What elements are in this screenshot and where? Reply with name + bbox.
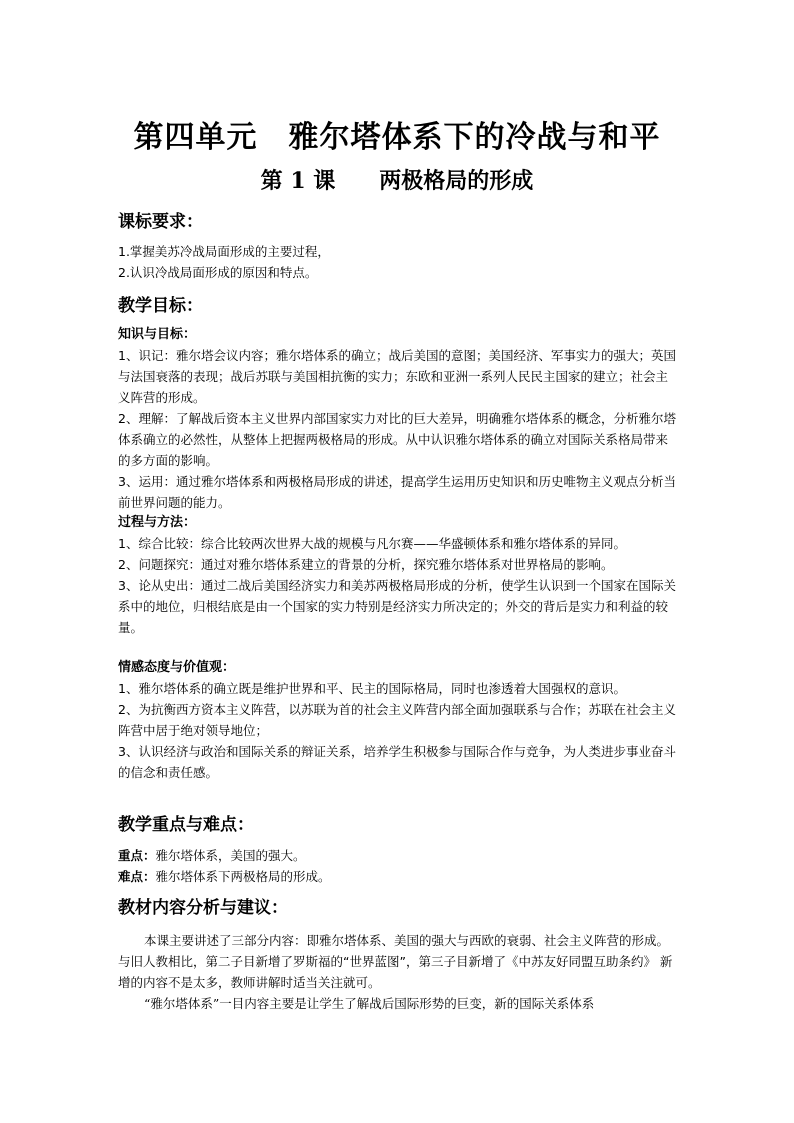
course-requirements-list bbox=[118, 241, 676, 283]
analysis-body-continued bbox=[118, 993, 676, 1014]
course-requirements-heading: 课标要求： bbox=[118, 212, 203, 232]
analysis-paragraph: “雅尔塔体系”一目内容主要是让学生了解战后国际形势的巨变，新的国际关系体系 bbox=[144, 996, 595, 1011]
requirement-item: 1.掌握美苏冷战局面形成的主要过程， bbox=[118, 244, 330, 259]
focus-text: 雅尔塔体系，美国的强大。 bbox=[155, 848, 306, 863]
process-method-item: 2、问题探究：通过对雅尔塔体系建立的背景的分析，探究雅尔塔体系对世界格局的影响。 bbox=[118, 557, 614, 572]
difficulty-text: 雅尔塔体系下两极格局的形成。 bbox=[155, 869, 331, 884]
attitude-value-item: 2、为抗衡西方资本主义阵营，以苏联为首的社会主义阵营内部全面加强联系与合作；苏联在社会主义阵营中居于绝对领导地位； bbox=[118, 702, 676, 738]
process-methods-heading: 过程与方法： bbox=[118, 515, 197, 530]
lesson-title: 第 1 课 两极格局的形成 bbox=[260, 168, 534, 194]
process-methods-list bbox=[118, 533, 676, 638]
attitude-value-item: 3、认识经济与政治和国际关系的辩证关系，培养学生积极参与国际合作与竞争，为人类进步事业奋斗的信念和责任感。 bbox=[118, 744, 676, 780]
key-points-list bbox=[118, 845, 676, 887]
knowledge-goals-heading: 知识与目标： bbox=[118, 327, 197, 342]
analysis-heading: 教材内容分析与建议： bbox=[118, 898, 288, 918]
attitude-values-list bbox=[118, 678, 676, 783]
difficulty-line bbox=[118, 866, 676, 887]
key-points-heading: 教学重点与难点： bbox=[118, 815, 254, 835]
requirement-item: 2.认识冷战局面形成的原因和特点。 bbox=[118, 265, 318, 280]
knowledge-goal-item: 1、识记：雅尔塔会议内容；雅尔塔体系的确立；战后美国的意图；美国经济、军事实力的强大；英国与法国衰落的表现；战后苏联与美国相抗衡的实力；东欧和亚洲一系列人民民主国家的建立；社会主义阵营的形成。 bbox=[118, 348, 676, 405]
focus-line bbox=[118, 845, 676, 866]
unit-title: 第四单元 雅尔塔体系下的冷战与和平 bbox=[133, 120, 661, 155]
process-method-item: 3、论从史出：通过二战后美国经济实力和美苏两极格局形成的分析，使学生认识到一个国家在国际关系中的地位，归根结底是由一个国家的实力特别是经济实力所决定的；外交的背后是实力和利益的较量。 bbox=[118, 578, 676, 635]
focus-label: 重点： bbox=[118, 848, 156, 863]
knowledge-goals-list bbox=[118, 345, 676, 513]
difficulty-label: 难点： bbox=[118, 869, 156, 884]
analysis-body bbox=[118, 930, 676, 993]
teaching-goals-heading: 教学目标： bbox=[118, 296, 203, 316]
process-method-item: 1、综合比较：综合比较两次世界大战的规模与凡尔赛——华盛顿体系和雅尔塔体系的异同。 bbox=[118, 536, 626, 551]
attitude-values-heading: 情感态度与价值观： bbox=[118, 660, 236, 675]
knowledge-goal-item: 2、理解：了解战后资本主义世界内部国家实力对比的巨大差异，明确雅尔塔体系的概念，分析雅尔塔体系确立的必然性，从整体上把握两极格局的形成。从中认识雅尔塔体系的确立对国际关系格局带来的多方面的影响。 bbox=[118, 411, 676, 468]
analysis-paragraph: 本课主要讲述了三部分内容：即雅尔塔体系、美国的强大与西欧的衰弱、社会主义阵营的形成。与旧人教相比，第二子目新增了罗斯福的“世界蓝图”，第三子目新增了《中苏友好同盟互助条约》 新增的内容不是太多，教师讲解时适当关注就可。 bbox=[118, 933, 673, 990]
knowledge-goal-item: 3、运用：通过雅尔塔体系和两极格局形成的讲述，提高学生运用历史知识和历史唯物主义观点分析当前世界问题的能力。 bbox=[118, 474, 676, 510]
attitude-value-item: 1、雅尔塔体系的确立既是维护世界和平、民主的国际格局，同时也渗透着大国强权的意识。 bbox=[118, 681, 626, 696]
